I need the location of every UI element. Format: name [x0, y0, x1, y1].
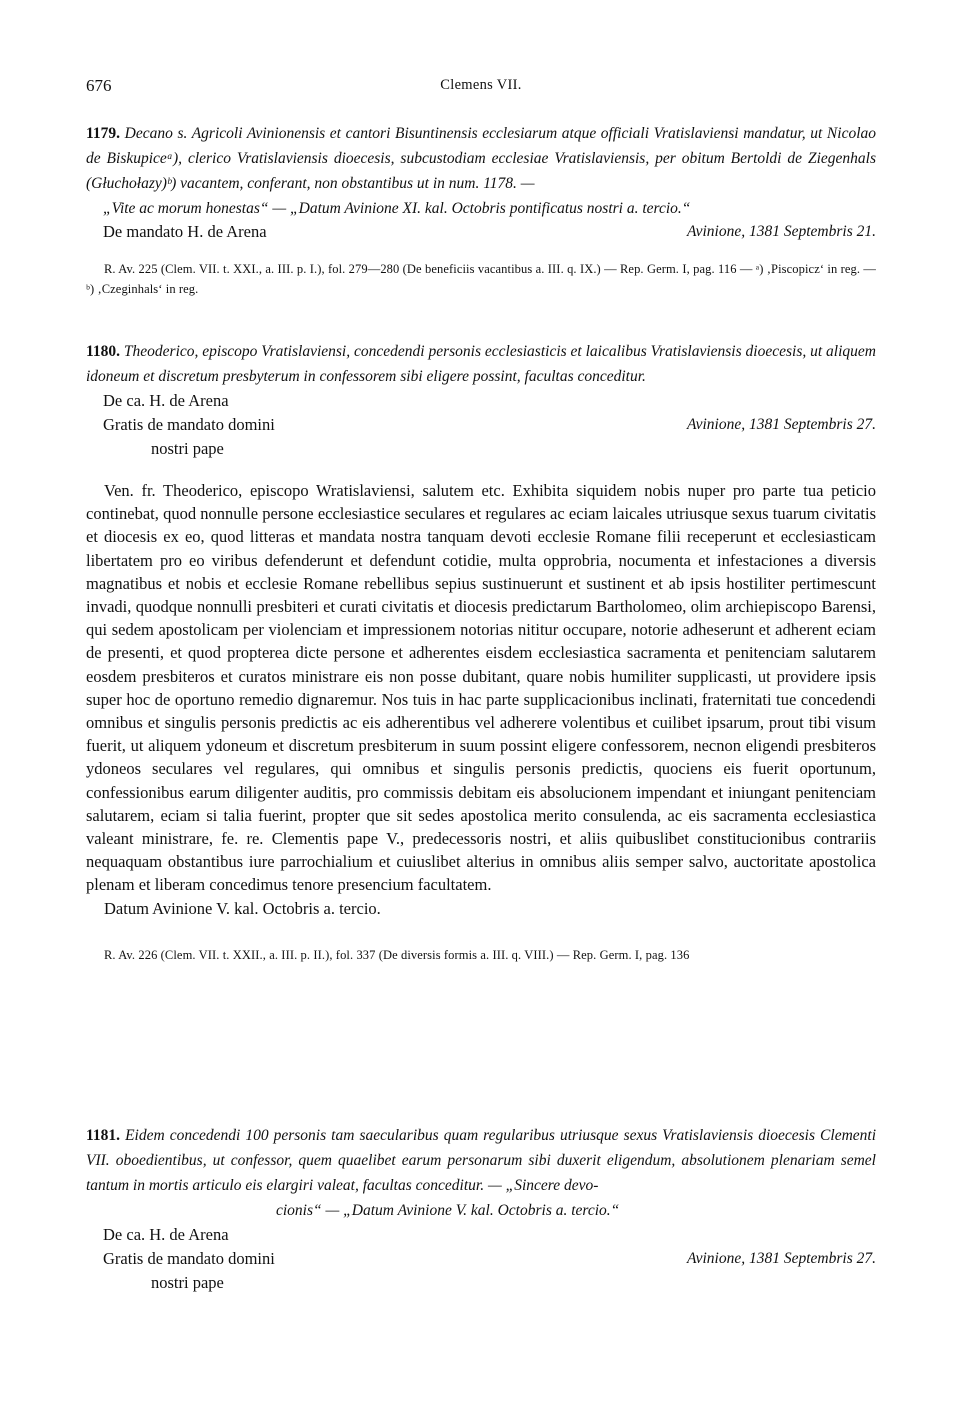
mandate-note: Gratis de mandato domini: [103, 415, 275, 434]
summary-text: Eidem concedendi 100 personis tam saecularibus quam regularibus utriusque sexus Vratislaviensis dioecesis Clementi VII. oboedientibus, ut confessor, quem quaelibet earum personarum sibi duxerit eligendum, absolutionem plenariam semel tantum in mortis articulo eis elargiri valeat, facultas conceditur. — „Sincere devo-: [86, 1127, 877, 1194]
datum-line: Datum Avinione V. kal. Octobris a. tercio.: [104, 898, 381, 918]
entry-1180: [86, 339, 876, 965]
mandate-line-3: [86, 1271, 876, 1295]
mandate-note: De mandato H. de Arena: [103, 222, 267, 241]
page-number: 676: [86, 76, 112, 95]
place-date: Avinione, 1381 Septembris 21.: [687, 223, 876, 240]
mandate-line-2: [86, 1247, 876, 1271]
entry-1179: [86, 121, 876, 299]
mandate-line: [86, 220, 876, 244]
mandate-note: De ca. H. de Arena: [103, 391, 229, 410]
entry-summary: [86, 121, 876, 196]
mandate-note: nostri pape: [151, 1273, 224, 1292]
entry-summary: [86, 339, 876, 389]
mandate-line-2: [86, 413, 876, 437]
summary-text: Theoderico, episcopo Vratislaviensi, concedendi personis ecclesiasticis et laicalibus Vratislaviensis dioecesis, ut aliquem idoneum et discretum presbyterum in confessorem sibi eligere possint, facultas conceditur.: [86, 343, 876, 385]
entry-number: 1181.: [86, 1127, 121, 1144]
register-note: R. Av. 226 (Clem. VII. t. XXII., a. III. p. II.), fol. 337 (De diversis formis a. III. q. VIII.) — Rep. Germ. I, pag. 136: [104, 947, 690, 962]
entry-summary: [86, 1123, 876, 1198]
running-title: Clemens VII.: [440, 77, 522, 93]
incipit-line: „Vite ac morum honestas“ — „Datum Avinione XI. kal. Octobris pontificatus nostri a. tercio.“: [103, 200, 691, 217]
mandate-note: nostri pape: [151, 439, 224, 458]
running-head: [86, 76, 876, 98]
entry-number: 1180.: [86, 343, 121, 360]
place-date: Avinione, 1381 Septembris 27.: [687, 416, 876, 433]
place-date: Avinione, 1381 Septembris 27.: [687, 1250, 876, 1267]
mandate-line-1: [86, 389, 876, 413]
mandate-note: De ca. H. de Arena: [103, 1225, 229, 1244]
letter-body: Ven. fr. Theoderico, episcopo Wratislaviensi, salutem etc. Exhibita siquidem nobis nuper pro parte tua peticio continebat, quod nonnulle persone ecclesiastice seculares et regulares ac eciam laicales utriusque sexus tuarum civitatis et diocesis ex eo, quod litteras et mandata nostra tanquam devoti ecclesie Romane filii receperunt et ecclesiasticam libertatem pro eo viribus defenderunt et defendunt cotidie, multa opprobria, nocumenta et infestaciones a diversis magnatibus et nobis et ecclesie Romane rebellibus sepius sustinuerunt et sustinent et ab ipsis hostiliter pertimescunt invadi, quodque nonnulli presbiteri et curati civitatis et diocesis predictarum Bartholomeo, olim archiepiscopo Barensi, qui sedem apostolicam per violenciam et impressionem notorias nititur occupare, notorie adheserunt et adherent eciam de presenti, et quod propterea dicte persone et adherentes eisdem ecclesiastica sacramenta et penitenciam salutarem eosdem presbiteros et curatos ministrare eis non posse dubitant, quare nobis humiliter supplicasti, ut providere ipsis super hoc de oportuno remedio dignaremur. Nos tuis in hac parte supplicacionibus inclinati, fraternitati tue concedendi omnibus et singulis personis predictis ac eis adherentibus vel adherere volentibus et cuilibet ipsarum, prout tibi visum fuerit, ut aliquem ydoneum et discretum presbiterum in suum possint eligere confessorem, necnon eligendi presbiteros ydoneos seculares vel regulares, qui omnibus et singulis personis predictis, quociens eis fuerit oportunum, confessionibus earum diligenter auditis, pro commissis debitam eis absolucionem impendant et iniungant penitenciam salutarem, eciam si talia fuerint, propter que sit sedes apostolica merito consulenda, ac eis sacramenta ecclesiastica valeant ministrare, fe. re. Clementis pape V., predecessoris nostri, et aliis quibuslibet constitucionibus contrariis nequaquam obstantibus iure parrochialium et cuiuslibet alterius in omnibus aliis semper salvo, auctoritate apostolica plenam et liberam concedimus tenore presencium facultatem.: [86, 481, 876, 895]
register-note: R. Av. 225 (Clem. VII. t. XXI., a. III. p. I.), fol. 279—280 (De beneficiis vacantibus a. III. q. IX.) — Rep. Germ. I, pag. 116 — ᵃ) ‚Piscopicz‘ in reg. — ᵇ) ‚Czeginhals‘ in reg.: [86, 262, 876, 296]
summary-text: Decano s. Agricoli Avinionensis et cantori Bisuntinensis ecclesiarum atque officiali Vratislaviensi mandatur, ut Nicolao de Biskupiceᵃ), clerico Vratislaviensis dioecesis, subcustodiam ecclesiae Vratislaviensis, per obitum Bertoldi de Ziegenhals (Głuchołazy)ᵇ) vacantem, conferant, non obstantibus ut in num. 1178. —: [86, 125, 877, 192]
mandate-note: Gratis de mandato domini: [103, 1249, 275, 1268]
entry-1181: [86, 1123, 876, 1295]
entry-number: 1179.: [86, 125, 121, 142]
mandate-line-1: [86, 1223, 876, 1247]
mandate-line-3: [86, 437, 876, 461]
summary-end: cionis“ — „Datum Avinione V. kal. Octobris a. tercio.“: [276, 1202, 620, 1219]
